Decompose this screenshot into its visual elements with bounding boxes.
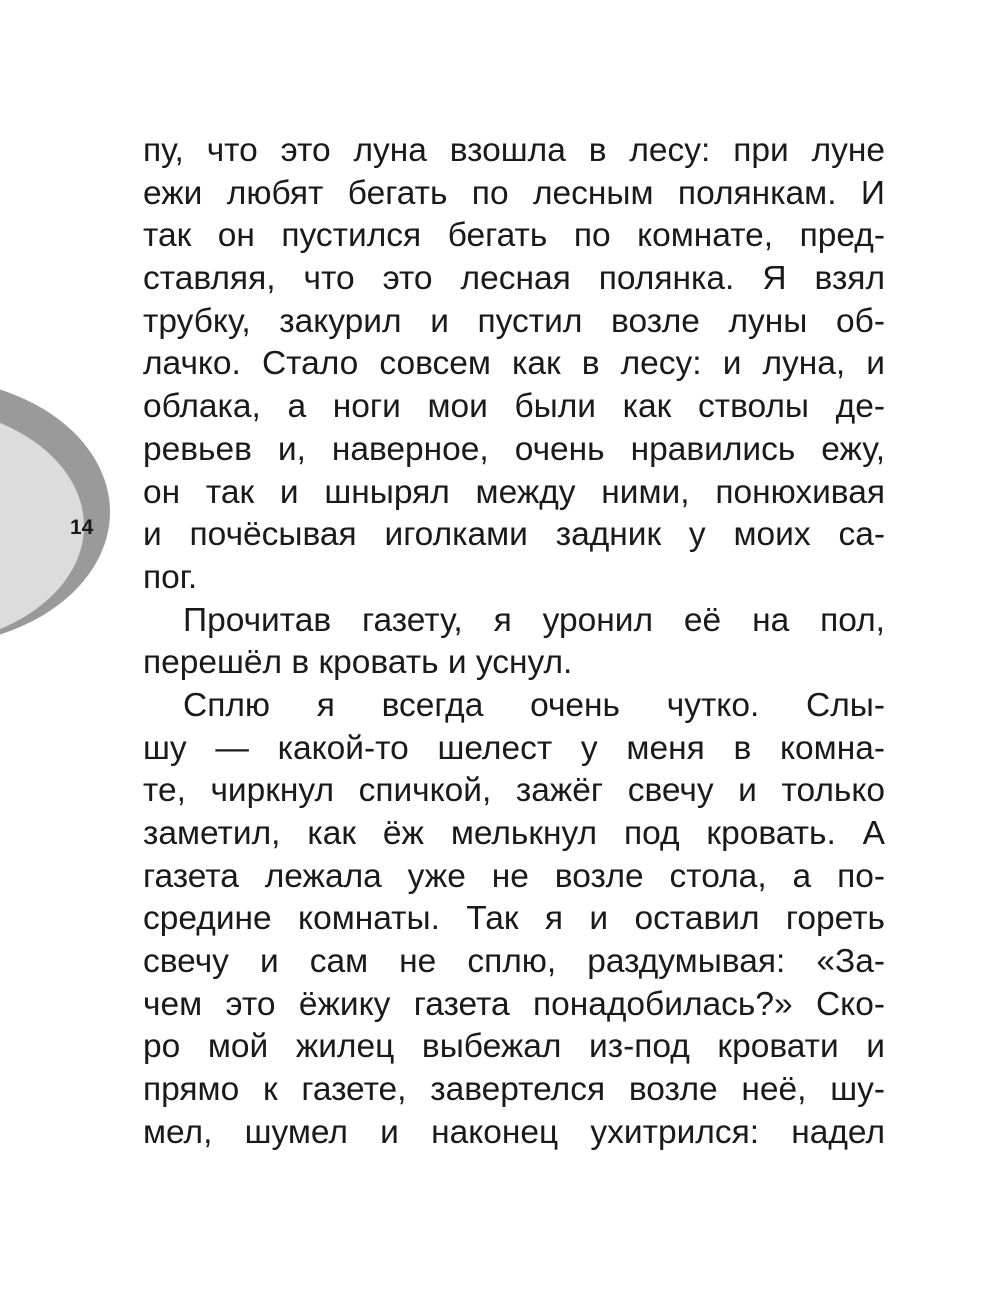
text-line: ставляя, что это лесная полянка. Я взял — [143, 260, 885, 298]
text-line: лачко. Стало совсем как в лесу: и луна, и — [143, 345, 885, 383]
text-line: трубку, закурил и пустил возле луны об- — [143, 302, 885, 340]
text-line: он так и шнырял между ними, понюхивая — [143, 473, 885, 511]
text-line: мел, шумел и наконец ухитрился: надел — [143, 1113, 885, 1151]
text-line: прямо к газете, завертелся возле неё, шу- — [143, 1071, 885, 1109]
text-line: и почёсывая иголками задник у моих са- — [143, 516, 885, 554]
text-line: ро мой жилец выбежал из-под кровати и — [143, 1028, 885, 1066]
body-text — [143, 130, 885, 1155]
text-line: ревьев и, наверное, очень нравились ежу, — [143, 430, 885, 468]
text-line: свечу и сам не сплю, раздумывая: «За- — [143, 943, 885, 981]
text-line: те, чиркнул спичкой, зажёг свечу и только — [143, 772, 885, 810]
text-line: перешёл в кровать и уснул. — [143, 644, 573, 682]
text-line: средине комнаты. Так я и оставил гореть — [143, 900, 885, 938]
text-line: облака, а ноги мои были как стволы де- — [143, 388, 885, 426]
text-line: Сплю я всегда очень чутко. Слы- — [183, 686, 885, 724]
page-number: 14 — [70, 516, 94, 539]
text-line: пог. — [143, 558, 198, 596]
text-line: пу, что это луна взошла в лесу: при луне — [143, 132, 885, 169]
text-line: шу — какой-то шелест у меня в комна- — [143, 729, 885, 767]
text-line: чем это ёжику газета понадобилась?» Ско- — [143, 985, 885, 1023]
text-line: ежи любят бегать по лесным полянкам. И — [143, 174, 885, 212]
text-line: Прочитав газету, я уронил её на пол, — [183, 601, 885, 639]
text-line: так он пустился бегать по комнате, пред- — [143, 217, 885, 255]
text-line: заметил, как ёж мелькнул под кровать. А — [143, 815, 885, 852]
text-line: газета лежала уже не возле стола, а по- — [143, 857, 885, 895]
